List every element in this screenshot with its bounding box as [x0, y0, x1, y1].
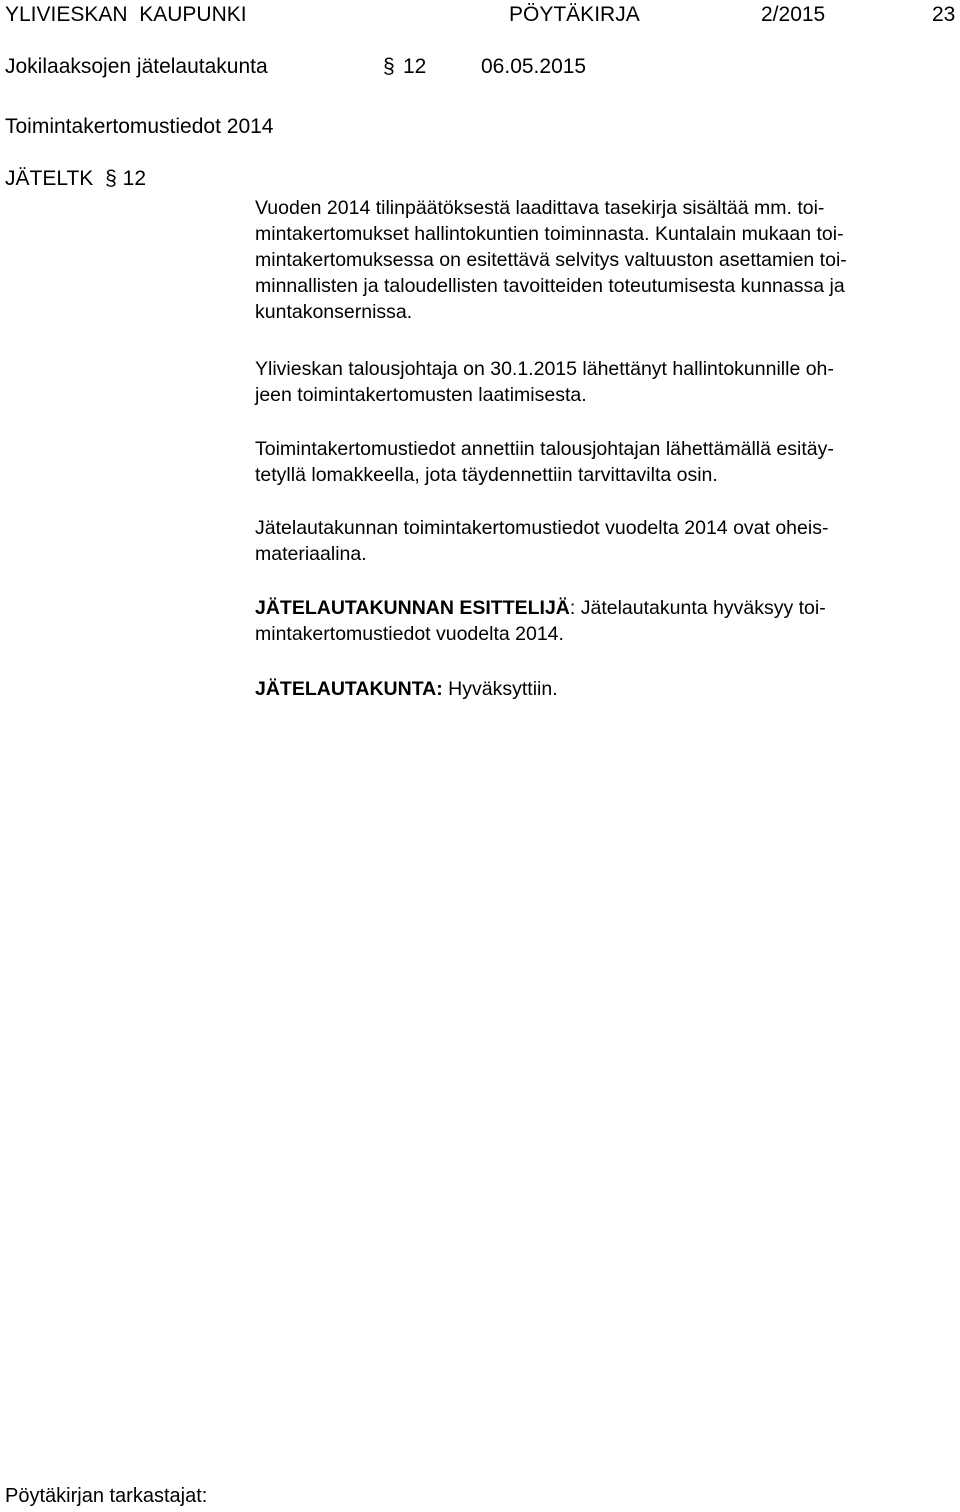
committee-name: Jokilaaksojen jätelautakunta — [5, 55, 268, 78]
paragraph-line: mintakertomuksessa on esitettävä selvitys valtuuston asettamien toi- — [255, 249, 847, 271]
proposal-label: JÄTELAUTAKUNNAN ESITTELIJÄ — [255, 597, 570, 619]
paragraph-1 — [255, 195, 955, 325]
decision-label: JÄTELAUTAKUNTA: — [255, 678, 443, 700]
section-symbol: § — [383, 55, 395, 78]
page-number: 23 — [932, 3, 956, 26]
page-title: Toimintakertomustiedot 2014 — [5, 115, 274, 138]
paragraph-line: tetyllä lomakkeella, jota täydennettiin tarvittavilta osin. — [255, 464, 718, 486]
paragraph-line: Ylivieskan talousjohtaja on 30.1.2015 lähettänyt hallintokunnille oh- — [255, 358, 834, 380]
reference-code — [5, 168, 146, 189]
reviewers-label: Pöytäkirjan tarkastajat: — [5, 1485, 208, 1507]
paragraph-line: minnallisten ja taloudellisten tavoitteiden toteutumisesta kunnassa ja — [255, 275, 845, 297]
paragraph-line: jeen toimintakertomusten laatimisesta. — [255, 384, 587, 406]
proposal-line-1 — [255, 595, 955, 621]
decision-line — [255, 676, 955, 702]
reference-number: 12 — [122, 167, 147, 190]
paragraph-line: Jätelautakunnan toimintakertomustiedot vuodelta 2014 ovat oheis- — [255, 517, 829, 539]
paragraph-line: mintakertomukset hallintokuntien toiminnasta. Kuntalain mukaan toi- — [255, 223, 844, 245]
paragraph-2 — [255, 356, 955, 408]
paragraph-line: Toimintakertomustiedot annettiin talousjohtajan lähettämällä esitäy- — [255, 438, 834, 460]
decision — [255, 676, 955, 702]
reference-code-text: JÄTELTK — [5, 167, 94, 190]
paragraph-4 — [255, 515, 955, 567]
reference-symbol: § — [105, 167, 117, 190]
paragraph-3 — [255, 436, 955, 488]
decision-text: Hyväksyttiin. — [442, 678, 558, 700]
proposal-text: : Jätelautakunta hyväksyy toi- — [569, 597, 826, 619]
proposal-line-2: mintakertomustiedot vuodelta 2014. — [255, 623, 564, 645]
proposal — [255, 595, 955, 647]
organization-name: YLIVIESKAN KAUPUNKI — [5, 3, 247, 26]
meeting-date: 06.05.2015 — [481, 55, 587, 78]
paragraph-line: kuntakonsernissa. — [255, 301, 413, 323]
document-number: 2/2015 — [761, 3, 826, 26]
paragraph-line: Vuoden 2014 tilinpäätöksestä laadittava tasekirja sisältää mm. toi- — [255, 197, 825, 219]
document-type: PÖYTÄKIRJA — [509, 3, 640, 26]
section-number: 12 — [403, 55, 427, 78]
paragraph-line: materiaalina. — [255, 543, 367, 565]
